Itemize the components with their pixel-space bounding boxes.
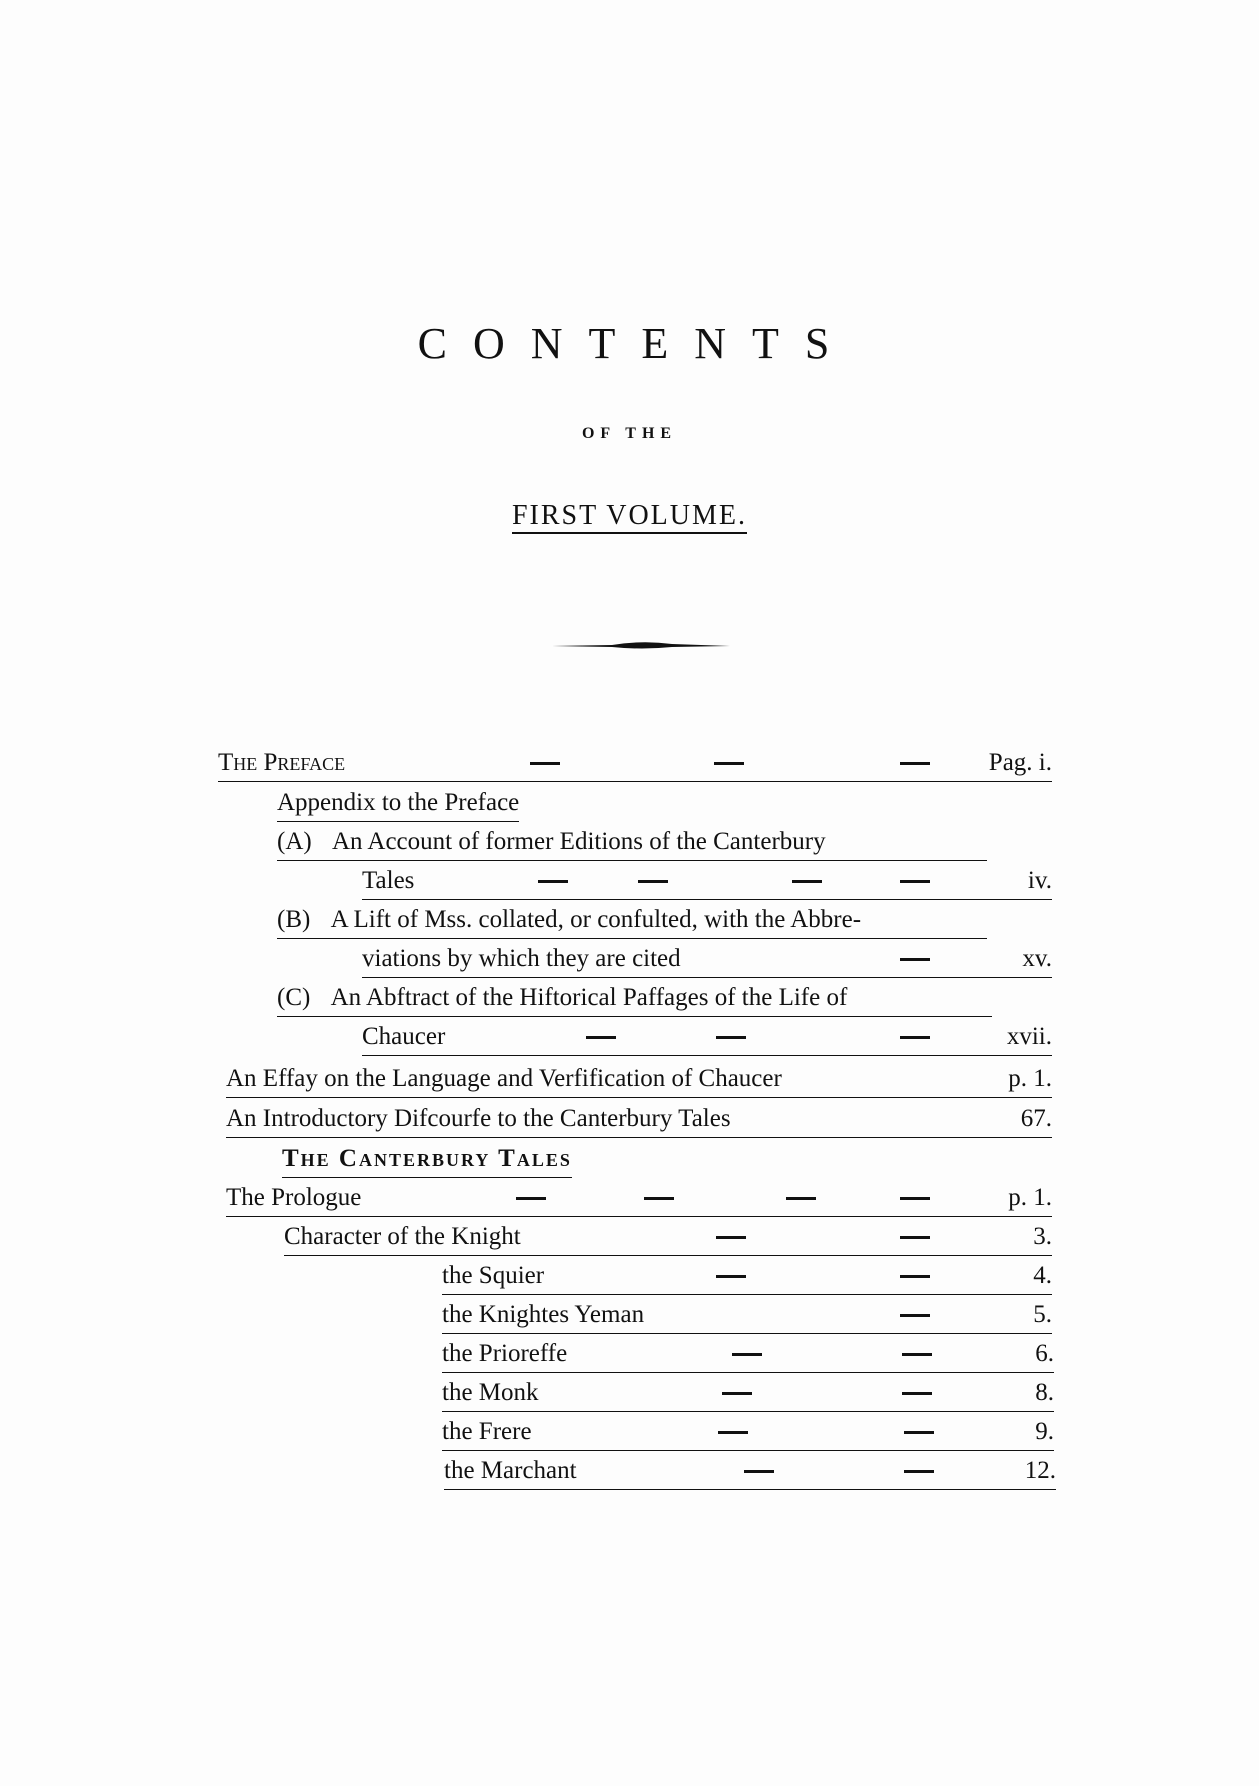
entry-label: Tales xyxy=(362,867,415,894)
toc-entry-marchant xyxy=(444,1453,1056,1490)
toc-entry-essay xyxy=(226,1061,1052,1098)
leader-dash xyxy=(722,1392,752,1395)
leader-dash xyxy=(900,1236,930,1239)
toc-entry-monk xyxy=(442,1375,1054,1412)
entry-page: 4. xyxy=(1033,1262,1052,1289)
leader-dash xyxy=(902,1392,932,1395)
leader-dash xyxy=(638,880,668,883)
entry-label: viations by which they are cited xyxy=(362,945,681,972)
leader-dash xyxy=(586,1036,616,1039)
entry-page: 8. xyxy=(1035,1379,1054,1406)
entry-label: Appendix to the Preface xyxy=(277,785,519,822)
entry-marker: (B) xyxy=(277,906,311,933)
leader-dash xyxy=(900,1314,930,1317)
entry-label: The Canterbury Tales xyxy=(282,1141,572,1178)
entry-page: 3. xyxy=(1033,1223,1052,1250)
leader-dash xyxy=(792,880,822,883)
leader-dash xyxy=(538,880,568,883)
volume-heading-text: FIRST VOLUME. xyxy=(512,500,747,534)
entry-label: The Prologue xyxy=(226,1184,362,1211)
entry-page: 5. xyxy=(1033,1301,1052,1328)
page-title: CONTENTS xyxy=(417,319,856,368)
leader-dash xyxy=(786,1197,816,1200)
leader-dash xyxy=(744,1470,774,1473)
entry-label: Chaucer xyxy=(362,1023,446,1050)
leader-dash xyxy=(900,958,930,961)
page-subtitle: OF THE xyxy=(581,425,678,442)
leader-dash xyxy=(530,762,560,765)
entry-label: An Account of former Editions of the Canterbury xyxy=(331,828,826,855)
entry-page: iv. xyxy=(1027,867,1052,894)
leader-dash xyxy=(900,1036,930,1039)
toc-entry-yeman xyxy=(442,1297,1052,1334)
entry-page: 12. xyxy=(1024,1457,1056,1484)
leader-dash xyxy=(904,1470,934,1473)
entry-marker: (A) xyxy=(277,828,312,855)
entry-label: the Marchant xyxy=(444,1457,577,1484)
toc-entry-b-line2 xyxy=(362,941,1052,978)
toc-entry-c-line1 xyxy=(277,980,992,1017)
leader-dash xyxy=(904,1431,934,1434)
leader-dash xyxy=(900,1275,930,1278)
toc-entry-squier xyxy=(442,1258,1052,1295)
entry-label: the Monk xyxy=(442,1379,539,1406)
entry-page: 67. xyxy=(1020,1105,1052,1132)
toc-entry-b-line1 xyxy=(277,902,987,939)
leader-dash xyxy=(900,1197,930,1200)
entry-label: A Lift of Mss. collated, or confulted, with the Abbre- xyxy=(330,906,862,933)
leader-dash xyxy=(900,880,930,883)
entry-label: the Prioreffe xyxy=(442,1340,568,1367)
volume-heading xyxy=(0,500,1259,532)
toc-entry-c-line2 xyxy=(362,1019,1052,1056)
entry-marker: (C) xyxy=(277,984,311,1011)
entry-page: xv. xyxy=(1022,945,1052,972)
entry-page: p. 1. xyxy=(1008,1065,1052,1092)
leader-dash xyxy=(644,1197,674,1200)
leader-dash xyxy=(902,1353,932,1356)
toc-entry-prologue xyxy=(226,1180,1052,1217)
toc-entry-a-line2 xyxy=(362,863,1052,900)
leader-dash xyxy=(718,1431,748,1434)
leader-dash xyxy=(732,1353,762,1356)
entry-label: An Introductory Difcourfe to the Canterbury Tales xyxy=(226,1105,731,1132)
entry-label: the Squier xyxy=(442,1262,545,1289)
entry-page: 6. xyxy=(1035,1340,1054,1367)
leader-dash xyxy=(714,762,744,765)
entry-page: Pag. i. xyxy=(988,749,1052,776)
entry-label: the Knightes Yeman xyxy=(442,1301,645,1328)
leader-dash xyxy=(716,1236,746,1239)
entry-label: Character of the Knight xyxy=(284,1223,521,1250)
toc-entry-discourse xyxy=(226,1101,1052,1138)
toc-entry-frere xyxy=(442,1414,1054,1451)
ornament-rule xyxy=(552,640,730,650)
leader-dash xyxy=(716,1036,746,1039)
entry-page: 9. xyxy=(1035,1418,1054,1445)
toc-entry-knight xyxy=(284,1219,1052,1256)
entry-label: The Preface xyxy=(218,749,346,776)
leader-dash xyxy=(900,762,930,765)
entry-label: the Frere xyxy=(442,1418,532,1445)
leader-dash xyxy=(516,1197,546,1200)
entry-label: An Abftract of the Hiftorical Paffages of the Life of xyxy=(330,984,848,1011)
entry-label: An Effay on the Language and Verfification of Chaucer xyxy=(226,1065,782,1092)
entry-page: xvii. xyxy=(1006,1023,1052,1050)
toc-entry-a-line1 xyxy=(277,824,987,861)
toc-entry-prioresse xyxy=(442,1336,1054,1373)
toc-entry-preface xyxy=(218,745,1052,782)
entry-page: p. 1. xyxy=(1008,1184,1052,1211)
leader-dash xyxy=(716,1275,746,1278)
